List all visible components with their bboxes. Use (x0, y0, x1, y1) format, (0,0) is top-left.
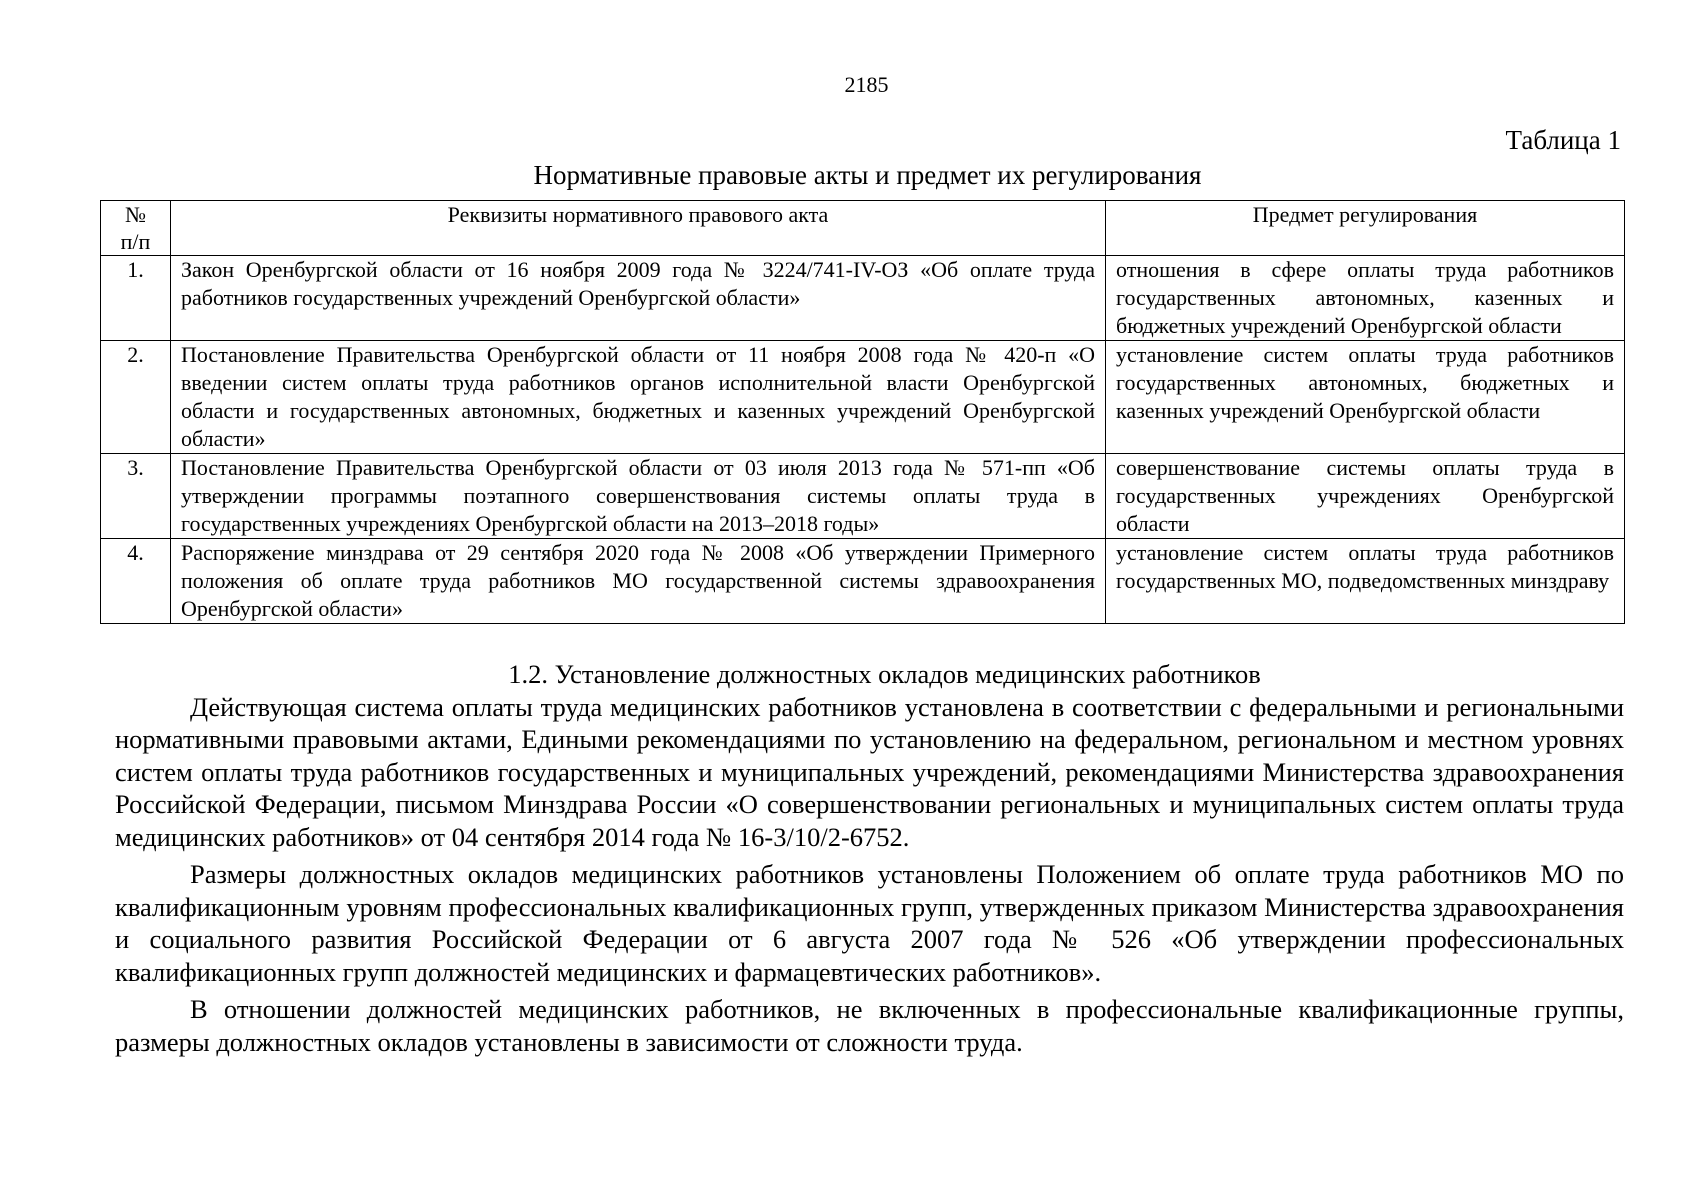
paragraph: В отношении должностей медицинских работников, не включенных в профессиональные квалификационные группы, размеры должностных окладов установлены в зависимости от сложности труда. (115, 994, 1624, 1057)
table-row (101, 341, 1625, 454)
paragraph: Размеры должностных окладов медицинских работников установлены Положением об оплате труда работников МО по квалификационным уровням профессиональных квалификационных групп, утвержденных приказом Министерства здравоохранения и социального развития Российской Федерации от 6 августа 2007 года № 526 «Об утверждении профессиональных квалификационных групп должностей медицинских и фармацевтических работников». (115, 859, 1624, 987)
header-number (101, 201, 171, 256)
row-act: Закон Оренбургской области от 16 ноября 2009 года № 3224/741-IV-ОЗ «Об оплате труда работников государственных учреждений Оренбургской области» (171, 256, 1106, 341)
header-number-line1: № (125, 202, 146, 227)
table-row (101, 539, 1625, 624)
row-act: Распоряжение минздрава от 29 сентября 2020 года № 2008 «Об утверждении Примерного положения об оплате труда работников МО государственной системы здравоохранения Оренбургской области» (171, 539, 1106, 624)
regulatory-acts-table (100, 200, 1625, 624)
row-number: 4. (101, 539, 171, 624)
table-label: Таблица 1 (1505, 125, 1621, 155)
row-number: 2. (101, 341, 171, 454)
row-act: Постановление Правительства Оренбургской области от 11 ноября 2008 года № 420-п «О введении систем оплаты труда работников органов исполнительной власти Оренбургской области и государственных автономных, бюджетных и казенных учреждений Оренбургской области» (171, 341, 1106, 454)
row-subject: совершенствование системы оплаты труда в государственных учреждениях Оренбургской области (1106, 454, 1625, 539)
table-title: Нормативные правовые акты и предмет их регулирования (533, 160, 1202, 190)
paragraph: Действующая система оплаты труда медицинских работников установлена в соответствии с федеральными и региональными нормативными правовыми актами, Едиными рекомендациями по установлению на федеральном, региональном и местном уровнях систем оплаты труда работников государственных и муниципальных учреждений, рекомендациями Министерства здравоохранения Российской Федерации, письмом Минздрава России «О совершенствовании региональных и муниципальных систем оплаты труда медицинских работников» от 04 сентября 2014 года № 16-3/10/2-6752. (115, 691, 1624, 852)
row-number: 3. (101, 454, 171, 539)
table-row (101, 454, 1625, 539)
header-subject: Предмет регулирования (1106, 201, 1625, 256)
section-body (115, 658, 1624, 1063)
row-subject: установление систем оплаты труда работников государственных автономных, бюджетных и казенных учреждений Оренбургской области (1106, 341, 1625, 454)
table-row (101, 256, 1625, 341)
page-number: 2185 (844, 72, 889, 97)
header-act: Реквизиты нормативного правового акта (171, 201, 1106, 256)
table-header-row (101, 201, 1625, 256)
row-number: 1. (101, 256, 171, 341)
row-subject: отношения в сфере оплаты труда работников государственных автономных, казенных и бюджетных учреждений Оренбургской области (1106, 256, 1625, 341)
header-number-line2: п/п (120, 229, 151, 254)
row-subject: установление систем оплаты труда работников государственных МО, подведомственных минздраву (1106, 539, 1625, 624)
row-act: Постановление Правительства Оренбургской области от 03 июля 2013 года № 571-пп «Об утверждении программы поэтапного совершенствования системы оплаты труда в государственных учреждениях Оренбургской области на 2013–2018 годы» (171, 454, 1106, 539)
section-title: 1.2. Установление должностных окладов медицинских работников (508, 659, 1261, 689)
